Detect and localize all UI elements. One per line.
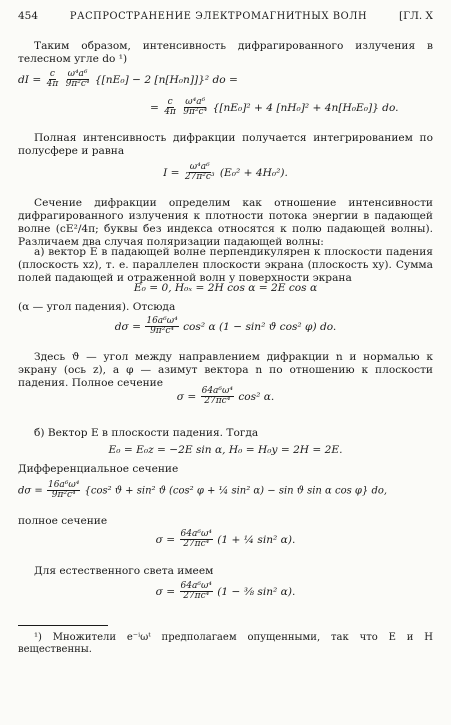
equation-5 xyxy=(0,387,451,407)
eq4-lhs: dσ = xyxy=(114,320,141,333)
paragraph-natural-light: Для естественного света имеем xyxy=(34,565,214,577)
eq1a-rest: {[nE₀] − 2 [n[H₀n]]}² do = xyxy=(94,73,238,86)
equation-9 xyxy=(0,582,451,602)
eq4-frac: $\frac{\text{16a⁶ω⁴}}{\text{9π²c⁴}}$ xyxy=(146,316,178,337)
eq1a-lhs: dI = xyxy=(18,73,42,86)
equation-8 xyxy=(0,530,451,550)
equation-1b xyxy=(150,98,399,118)
eq5-lhs: σ = xyxy=(176,390,197,403)
eq1b-pre: = xyxy=(150,101,159,114)
page-header xyxy=(18,10,433,23)
eq2-frac: $\frac{\text{ω⁴a⁶}}{\text{27π²c³}}$ xyxy=(184,162,215,183)
eq7-rest: {cos² ϑ + sin² ϑ (cos² φ + ¼ sin² α) − sin ϑ sin α cos φ} do, xyxy=(84,485,388,497)
eq9-rest: (1 − ⅜ sin² α). xyxy=(217,585,296,598)
page-number: 454 xyxy=(18,10,39,22)
equation-3: E₀ = 0, H₀ₓ = 2H cos α = 2E cos α xyxy=(133,282,318,294)
equation-2 xyxy=(0,163,451,183)
chapter-label: [ГЛ. X xyxy=(399,10,433,22)
eq8-frac: $\frac{\text{64a⁶ω⁴}}{\text{27πc⁴}}$ xyxy=(180,529,212,550)
eq9-frac: $\frac{\text{64a⁶ω⁴}}{\text{27πc⁴}}$ xyxy=(180,581,212,602)
eq2-lhs: I = xyxy=(163,166,180,179)
running-title: РАСПРОСТРАНЕНИЕ ЭЛЕКТРОМАГНИТНЫХ ВОЛН xyxy=(69,11,368,22)
equation-6: E₀ = E₀z = −2E sin α, H₀ = H₀y = 2H = 2E. xyxy=(108,444,343,456)
eq7-lhs: dσ = xyxy=(18,485,43,497)
paragraph-full-cross-section: полное сечение xyxy=(18,515,108,527)
eq2-rest: (E₀² + 4H₀²). xyxy=(219,166,288,179)
equation-7 xyxy=(18,481,387,501)
paragraph-case-a: а) вектор E в падающей волне перпендикулярен к плоскости падения (плоскость xz), т. е. параллелен плоскости экрана (плоскость xy). Сумма полей падающей и отраженной волн у поверхности экрана xyxy=(18,246,433,284)
equation-4 xyxy=(0,317,451,337)
paragraph-total-intensity: Полная интенсивность дифракции получается интегрированием по полусфере и равна xyxy=(18,132,433,157)
eq5-rest: cos² α. xyxy=(238,390,275,403)
paragraph-cross-section: Сечение дифракции определим как отношение интенсивности дифрагированного излучения к плотности потока энергии в падающей волне (cE²/4π; буквы без индекса относятся к полю падающей волны). Различаем два случая поляризации падающей волны: xyxy=(18,197,433,248)
paragraph-angle: (α — угол падения). Отсюда xyxy=(18,301,176,313)
footnote-divider xyxy=(18,625,108,626)
eq1b-rest: {[nE₀]² + 4 [nH₀]² + 4n[H₀E₀]} do. xyxy=(212,101,399,114)
paragraph-case-b: б) Вектор E в плоскости падения. Тогда xyxy=(34,427,259,439)
eq5-frac: $\frac{\text{64a⁶ω⁴}}{\text{27πc⁴}}$ xyxy=(201,386,233,407)
paragraph-differential: Дифференциальное сечение xyxy=(18,463,179,475)
eq4-rest: cos² α (1 − sin² ϑ cos² φ) do. xyxy=(183,320,337,333)
eq1a-frac2: $\frac{\text{ω⁴a⁶}}{\text{9π²c⁴}}$ xyxy=(65,69,90,90)
eq7-frac: $\frac{\text{16a⁶ω⁴}}{\text{9π²c⁴}}$ xyxy=(47,480,80,501)
eq1b-frac1: $\frac{c}{4\pi}$ xyxy=(164,97,176,118)
paragraph-theta: Здесь ϑ — угол между направлением дифракции n и нормалью к экрану (ось z), а φ — азимут вектора n по отношению к плоскости падения. Полное сечение xyxy=(18,351,433,389)
eq1b-frac2: $\frac{\text{ω⁴a⁶}}{\text{9π²c⁴}}$ xyxy=(183,97,208,118)
eq8-rest: (1 + ¼ sin² α). xyxy=(217,533,296,546)
footnote: ¹) Множители e⁻ⁱωᵗ предполагаем опущенными, так что E и H вещественны. xyxy=(18,632,433,656)
equation-1a xyxy=(18,70,238,90)
eq8-lhs: σ = xyxy=(155,533,176,546)
eq9-lhs: σ = xyxy=(155,585,176,598)
eq1a-frac1: $\frac{c}{4\pi}$ xyxy=(46,69,59,90)
paragraph-intro: Таким образом, интенсивность дифрагированного излучения в телесном угле do ¹) xyxy=(18,40,433,65)
